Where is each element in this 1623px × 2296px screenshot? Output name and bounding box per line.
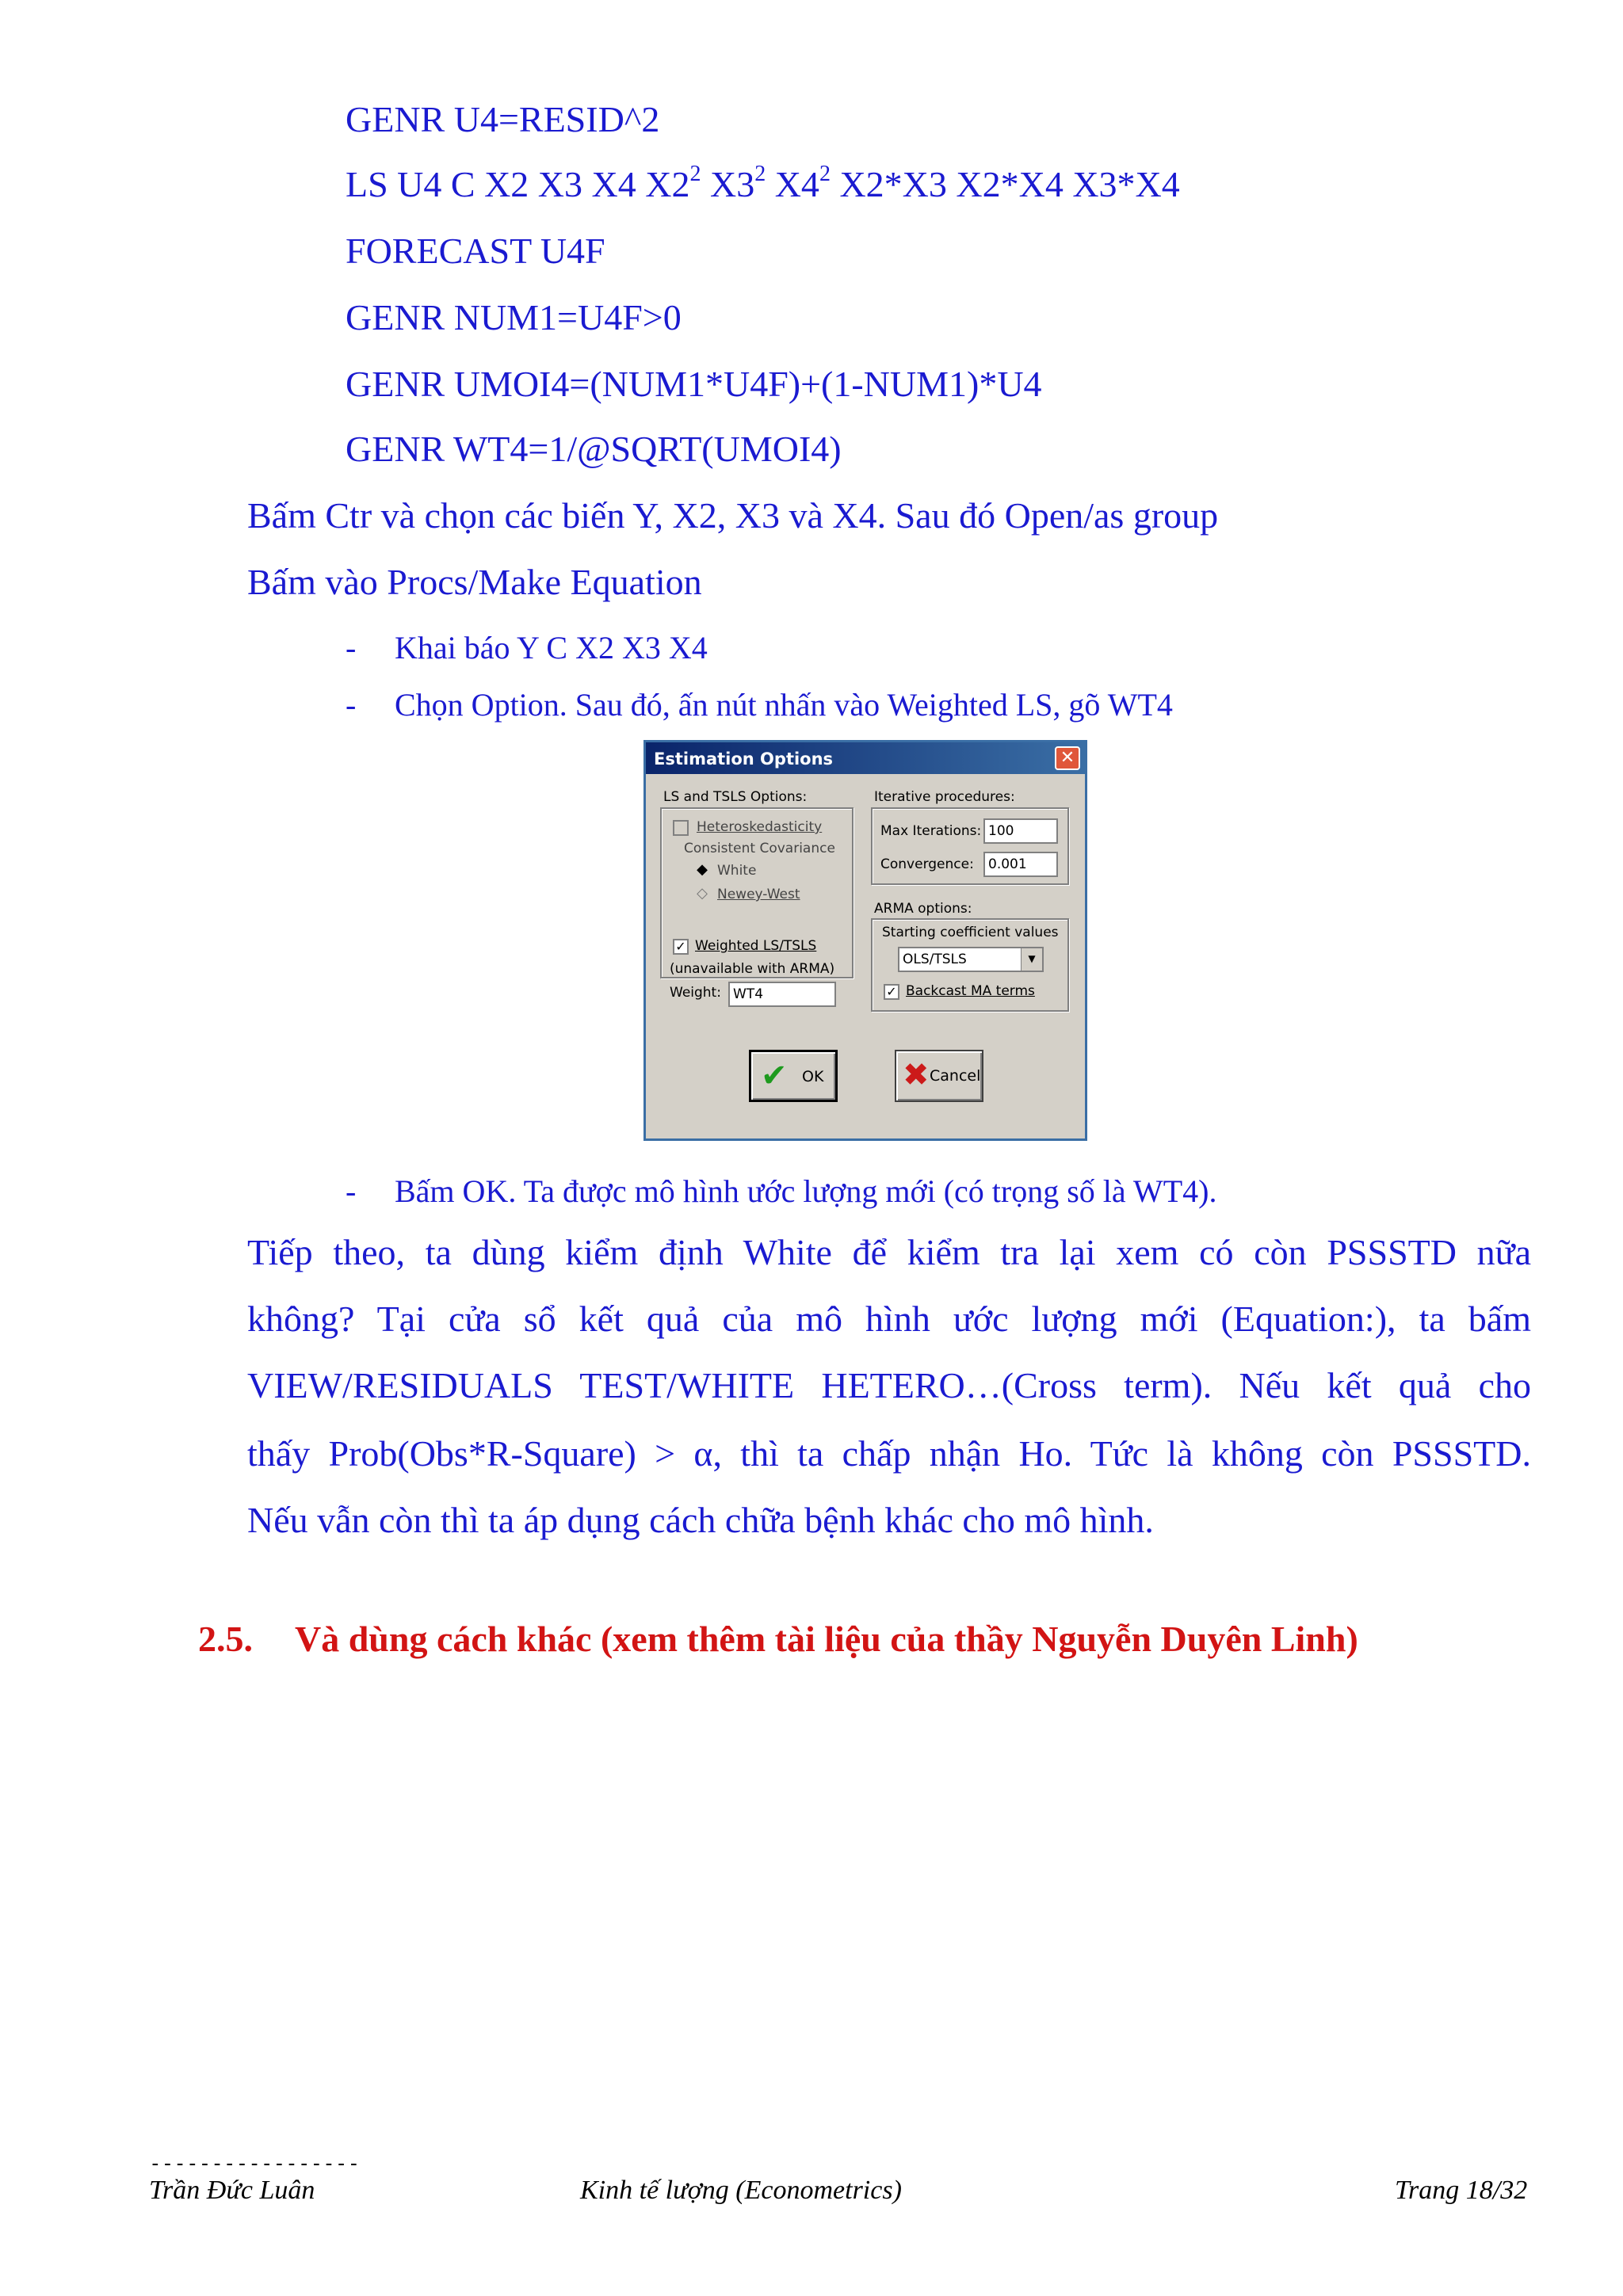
footer-rule: ----------------- bbox=[149, 2152, 361, 2176]
weight-input[interactable]: WT4 bbox=[728, 982, 836, 1007]
starting-values-value: OLS/TSLS bbox=[903, 952, 967, 967]
dialog-title-bar[interactable] bbox=[646, 742, 1085, 774]
convergence-input[interactable]: 0.001 bbox=[983, 852, 1058, 877]
cancel-button[interactable] bbox=[895, 1050, 983, 1102]
paragraph-line-2: không? Tại cửa sổ kết quả của mô hình ước lượng mới (Equation:), ta bấm bbox=[247, 1299, 1531, 1339]
backcast-ma-text: Backcast MA terms bbox=[906, 983, 1035, 999]
bullet-declare: Khai báo Y C X2 X3 X4 bbox=[395, 630, 708, 666]
section-title: Và dùng cách khác (xem thêm tài liệu của thầy Nguyễn Duyên Linh) bbox=[295, 1619, 1358, 1659]
iterative-procedures-label: Iterative procedures: bbox=[874, 789, 1015, 805]
bullet-press-ok: Bấm OK. Ta được mô hình ước lượng mới (có trọng số là WT4). bbox=[395, 1173, 1217, 1209]
ls-sup-2: 2 bbox=[754, 161, 766, 186]
max-iterations-label: Max Iterations: bbox=[880, 823, 982, 839]
code-line-genr-num1: GENR NUM1=U4F>0 bbox=[346, 297, 682, 338]
cancel-x-icon: ✖ bbox=[903, 1057, 930, 1093]
ls-sup-3: 2 bbox=[819, 161, 831, 186]
estimation-options-dialog bbox=[643, 740, 1087, 1141]
ls-mid-1: X3 bbox=[701, 164, 755, 204]
unavailable-arma-label: (unavailable with ARMA) bbox=[670, 961, 835, 977]
ls-pre: LS U4 C X2 X3 X4 X2 bbox=[346, 164, 690, 204]
chevron-down-icon: ▼ bbox=[1021, 948, 1042, 971]
ok-label: OK bbox=[802, 1068, 824, 1085]
white-radio[interactable] bbox=[695, 863, 709, 877]
ls-sup-1: 2 bbox=[689, 161, 701, 186]
ls-mid-2: X4 bbox=[766, 164, 819, 204]
starting-values-select[interactable] bbox=[898, 947, 1044, 972]
cancel-label: Cancel bbox=[930, 1067, 981, 1085]
starting-values-label: Starting coefficient values bbox=[882, 925, 1059, 940]
heteroskedasticity-label: Heteroskedasticity bbox=[697, 819, 823, 835]
weight-label: Weight: bbox=[670, 985, 721, 1001]
newey-west-radio[interactable] bbox=[695, 887, 709, 901]
white-label: White bbox=[717, 863, 757, 879]
weighted-ls-label: Weighted LS/TSLS bbox=[695, 938, 817, 954]
check-icon: ✓ bbox=[675, 939, 686, 954]
backcast-ma-label bbox=[906, 983, 1035, 999]
backcast-ma-checkbox[interactable] bbox=[884, 984, 899, 1000]
radio-unselected-icon: ◇ bbox=[697, 885, 708, 902]
radio-selected-icon: ◆ bbox=[697, 861, 708, 878]
paragraph-line-4: thấy Prob(Obs*R-Square) > α, thì ta chấp nhận Ho. Tức là không còn PSSSTD. bbox=[247, 1433, 1531, 1474]
instruction-make-equation: Bấm vào Procs/Make Equation bbox=[247, 562, 702, 602]
ls-post: X2*X3 X2*X4 X3*X4 bbox=[830, 164, 1180, 204]
ok-button[interactable] bbox=[749, 1050, 838, 1102]
footer-page-number: Trang 18/32 bbox=[1395, 2176, 1528, 2205]
newey-west-label: Newey-West bbox=[717, 887, 800, 902]
bullet-dash: - bbox=[346, 630, 357, 666]
close-button[interactable] bbox=[1055, 746, 1080, 770]
max-iterations-input[interactable]: 100 bbox=[983, 818, 1058, 844]
footer-author: Trần Đức Luân bbox=[149, 2176, 315, 2205]
code-line-genr-wt4: GENR WT4=1/@SQRT(UMOI4) bbox=[346, 429, 842, 469]
code-line-genr-umoi4: GENR UMOI4=(NUM1*U4F)+(1-NUM1)*U4 bbox=[346, 364, 1042, 404]
code-line-forecast: FORECAST U4F bbox=[346, 231, 605, 271]
footer-course: Kinh tế lượng (Econometrics) bbox=[580, 2176, 902, 2205]
bullet-dash: - bbox=[346, 1173, 357, 1209]
code-line-genr-u4: GENR U4=RESID^2 bbox=[346, 99, 660, 139]
consistent-covariance-label: Consistent Covariance bbox=[684, 841, 835, 856]
code-line-ls-u4 bbox=[346, 163, 1180, 205]
weighted-ls-checkbox[interactable] bbox=[673, 939, 689, 955]
ls-tsls-group-label: LS and TSLS Options: bbox=[663, 789, 808, 805]
arma-options-label: ARMA options: bbox=[874, 901, 972, 917]
convergence-label: Convergence: bbox=[880, 856, 974, 872]
section-number: 2.5. bbox=[198, 1619, 253, 1659]
bullet-dash: - bbox=[346, 687, 357, 723]
heteroskedasticity-checkbox[interactable] bbox=[673, 820, 689, 836]
bullet-option: Chọn Option. Sau đó, ấn nút nhấn vào Weighted LS, gõ WT4 bbox=[395, 687, 1173, 723]
paragraph-line-1: Tiếp theo, ta dùng kiểm định White để kiểm tra lại xem có còn PSSSTD nữa bbox=[247, 1232, 1531, 1272]
instruction-select-vars: Bấm Ctr và chọn các biến Y, X2, X3 và X4. Sau đó Open/as group bbox=[247, 495, 1219, 536]
check-icon: ✓ bbox=[886, 984, 897, 999]
checkmark-icon: ✔ bbox=[761, 1058, 788, 1094]
paragraph-line-3: VIEW/RESIDUALS TEST/WHITE HETERO…(Cross term). Nếu kết quả cho bbox=[247, 1365, 1531, 1405]
dialog-title: Estimation Options bbox=[654, 749, 834, 769]
close-icon: ✕ bbox=[1060, 748, 1075, 768]
paragraph-line-5: Nếu vẫn còn thì ta áp dụng cách chữa bệnh khác cho mô hình. bbox=[247, 1500, 1154, 1540]
